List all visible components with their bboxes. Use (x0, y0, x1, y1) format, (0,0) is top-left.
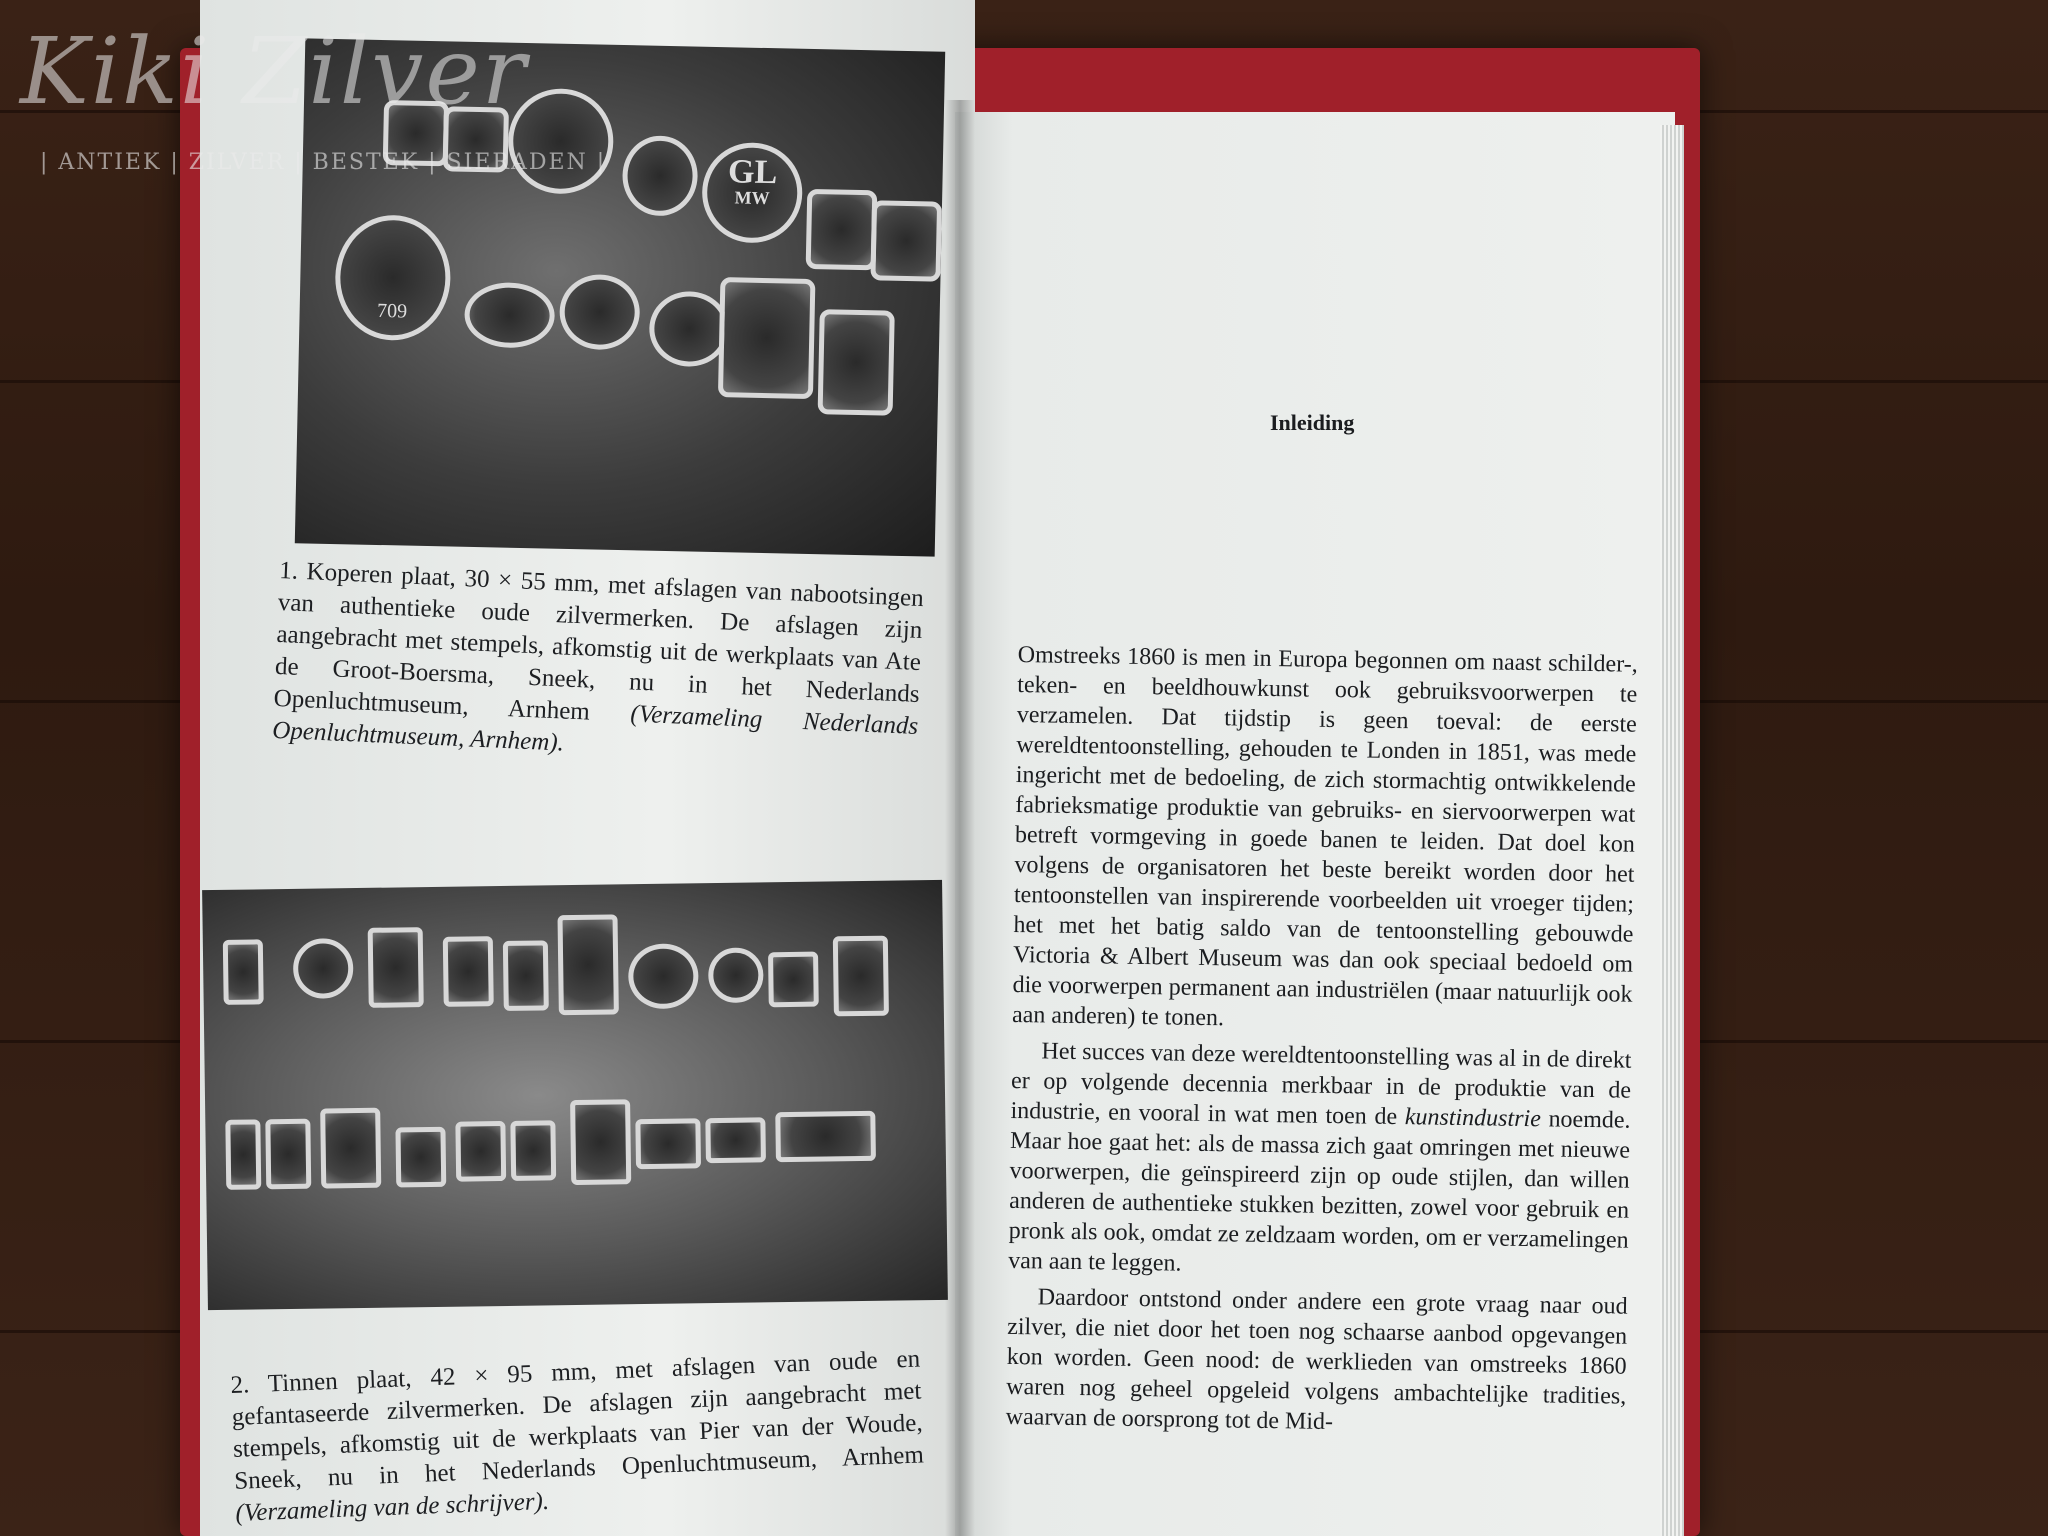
silver-mark (510, 1120, 556, 1181)
silver-mark (622, 135, 699, 217)
caption-figure-1 (272, 555, 925, 775)
silver-mark (635, 1118, 701, 1169)
mark-letters: MW (734, 187, 770, 209)
page-edges (1660, 125, 1684, 1536)
silver-mark (870, 200, 942, 281)
paragraph-2-end: noemde. Maar hoe gaat het: als de massa zich gaat omringen met nieuwe voorwerpen, die geïnspireerd zijn op oude stijlen, dan willen anderen de authentieke stukken bezitten, zowel voor gebruik en pronk als ook, omdat ze zeldzaam worden, om er verzamelingen van aan te leggen. (1008, 1106, 1631, 1277)
silver-mark (334, 214, 452, 341)
paragraph-1: Omstreeks 1860 is men in Europa begonnen om naast schilder-, teken- en beeldhouwkunst ook gebruiksvoorwerpen te verzamelen. Dat tijdstip is geen toeval: de eerste wereldtentoonstelling, gehouden te Londen in 1851, was mede ingericht met de bedoeling, de zich stormachtig ontwikkelende fabrieksmatige produktie van gebruiks- en siervoorwerpen wat betreft vormgeving in goede banen te leiden. Dat doel kon volgens de organisatoren het beste bereikt worden door het tentoonstellen van inspirerende voorbeelden uit vroeger tijden; het met het batig saldo van de tentoonstelling gebouwde Victoria & Albert Museum was dan ook speciaal bedoeld om die voorwerpen permanent aan industriëlen (maar natuurlijk ook aan anderen) te tonen. (1011, 641, 1638, 1032)
watermark-logo: Kiki Zilver (20, 18, 528, 125)
silver-mark (395, 1127, 446, 1188)
caption-2-italic: (Verzameling van de schrijver). (234, 1487, 550, 1527)
chapter-heading: Inleiding (1270, 410, 1355, 435)
silver-mark (559, 274, 641, 351)
silver-mark (628, 943, 699, 1009)
silver-mark (443, 936, 494, 1007)
silver-mark (265, 1119, 311, 1190)
caption-2-text: 2. Tinnen plaat, 42 × 95 mm, met afslagen van oude en gefantaseerde zilvermerken. De afslagen zijn aangebracht met stempels, afkomstig uit de werkplaats van Pier van der Woude, Sneek, nu in het Nederlands Openluchtmuseum, Arnhem (230, 1345, 925, 1495)
pewter-plate-photo (202, 880, 948, 1310)
caption-figure-2 (230, 1344, 926, 1530)
silver-mark (775, 1111, 876, 1162)
silver-mark (718, 277, 815, 399)
caption-1-italic: (Verzameling Nederlands Openluchtmuseum, Arnhem). (271, 700, 919, 757)
paragraph-3: Daardoor ontstond onder andere een grote vraag naar oud zilver, die niet door het toen nog schaarse aanbod opgevangen kon worden. Geen nood: de werklieden van omstreeks 1860 waren nog geheel opgeleid volgens ambachtelijke tradities, waarvan de oorsprong tot de Mid- (1005, 1284, 1628, 1436)
paragraph-2-italic: kunstindustrie (1404, 1104, 1542, 1133)
silver-mark (503, 940, 549, 1011)
paragraph-2-start: Het succes van deze wereldtentoonstelling was al in de direkt er op volgende decennia merkbaar in de produktie van de industrie, en vooral in wat men toen de (1010, 1038, 1632, 1131)
silver-mark (708, 947, 764, 1003)
caption-1-text: 1. Koperen plaat, 30 × 55 mm, met afslagen van nabootsingen van authentieke oude zilvermerken. De afslagen zijn aangebracht met stempels, afkomstig uit de werkplaats van Ate de Groot-Boersma, Sneek, nu in het Nederlands Openluchtmuseum, Arnhem (273, 556, 925, 726)
silver-mark (833, 936, 889, 1017)
mark-number: 709 (376, 299, 408, 323)
silver-mark (806, 189, 878, 270)
silver-mark (455, 1121, 506, 1182)
silver-mark (705, 1117, 766, 1163)
book-gutter (945, 100, 975, 1536)
paragraph-2 (1008, 1036, 1632, 1286)
silver-mark (570, 1099, 631, 1185)
silver-mark (368, 927, 424, 1008)
silver-mark (223, 939, 264, 1005)
silver-mark (464, 282, 555, 349)
silver-mark (557, 914, 618, 1015)
silver-mark (225, 1119, 261, 1189)
body-text (1005, 640, 1637, 1448)
silver-mark (818, 309, 895, 416)
watermark-tagline: | ANTIEK | ZILVER | BESTEK | SIERADEN | (40, 150, 607, 175)
mark-letters: GL (727, 153, 778, 192)
silver-mark (701, 142, 803, 244)
silver-mark (293, 938, 354, 999)
silver-mark (768, 952, 819, 1008)
silver-mark (320, 1108, 381, 1189)
